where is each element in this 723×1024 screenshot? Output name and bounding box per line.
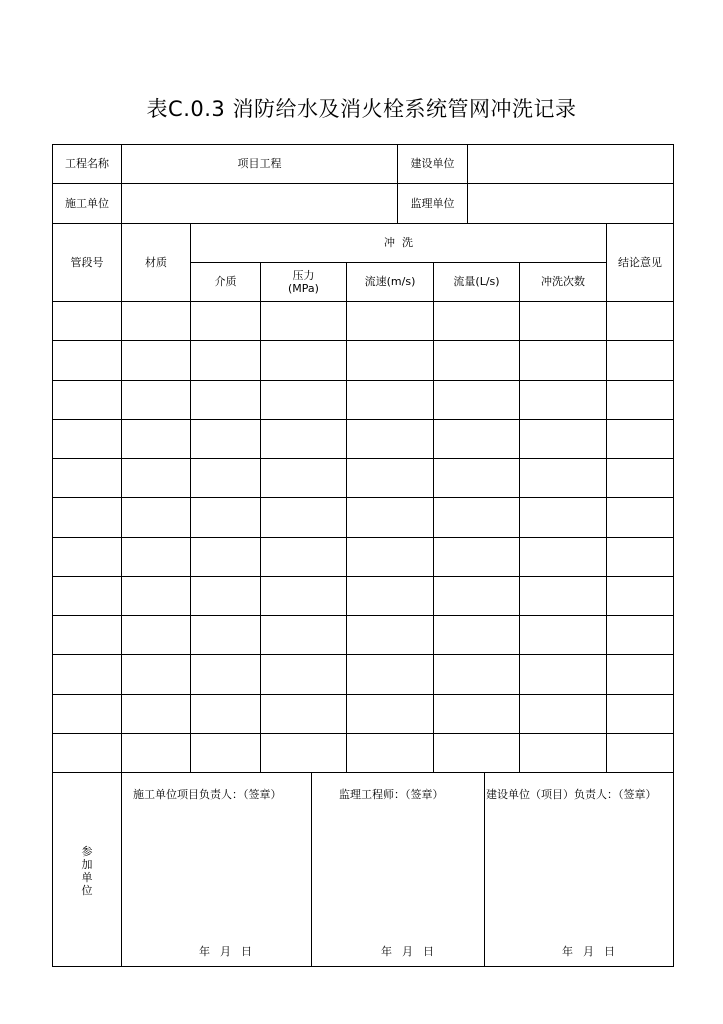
table-cell-conclusion[interactable] [607, 695, 673, 733]
table-cell-flush-times[interactable] [520, 695, 606, 733]
table-cell-pipe-segment[interactable] [54, 302, 121, 340]
table-cell-pipe-segment[interactable] [54, 381, 121, 419]
table-cell-pressure[interactable] [261, 538, 346, 576]
table-cell-pipe-segment[interactable] [54, 498, 121, 536]
table-cell-medium[interactable] [191, 655, 260, 693]
label-char: 位 [81, 884, 93, 897]
table-cell-medium[interactable] [191, 734, 260, 772]
table-cell-conclusion[interactable] [607, 420, 673, 458]
table-cell-pressure[interactable] [261, 302, 346, 340]
table-cell-velocity[interactable] [347, 695, 433, 733]
table-cell-medium[interactable] [191, 459, 260, 497]
table-cell-pressure[interactable] [261, 616, 346, 654]
builder-signoff-date: 年 月 日 [199, 945, 253, 958]
table-cell-pipe-segment[interactable] [54, 616, 121, 654]
table-cell-pressure[interactable] [261, 341, 346, 379]
builder-unit-label: 施工单位 [65, 196, 109, 210]
col-conclusion: 结论意见 [618, 255, 662, 269]
table-cell-velocity[interactable] [347, 577, 433, 615]
table-cell-conclusion[interactable] [607, 616, 673, 654]
table-cell-velocity[interactable] [347, 302, 433, 340]
col-group-flush: 冲 洗 [384, 236, 413, 250]
table-cell-flush-times[interactable] [520, 341, 606, 379]
construction-unit-label: 建设单位 [410, 157, 455, 171]
table-cell-velocity[interactable] [347, 498, 433, 536]
col-pressure [261, 263, 346, 301]
table-cell-flow[interactable] [434, 498, 519, 536]
table-cell-material[interactable] [122, 302, 190, 340]
table-cell-medium[interactable] [191, 381, 260, 419]
table-cell-medium[interactable] [191, 498, 260, 536]
table-cell-material[interactable] [122, 655, 190, 693]
table-cell-flush-times[interactable] [520, 577, 606, 615]
col-pressure-unit: (MPa) [288, 282, 319, 295]
table-cell-flow[interactable] [434, 459, 519, 497]
table-cell-flush-times[interactable] [520, 459, 606, 497]
table-cell-conclusion[interactable] [607, 655, 673, 693]
table-cell-material[interactable] [122, 459, 190, 497]
table-cell-flow[interactable] [434, 341, 519, 379]
table-cell-pressure[interactable] [261, 734, 346, 772]
table-cell-flush-times[interactable] [520, 734, 606, 772]
table-cell-flow[interactable] [434, 577, 519, 615]
table-cell-medium[interactable] [191, 420, 260, 458]
table-cell-conclusion[interactable] [607, 459, 673, 497]
flush-record-form [52, 144, 674, 967]
owner-signoff-label: 建设单位（项目）负责人：（签章） [486, 788, 657, 801]
owner-signoff-date: 年 月 日 [562, 945, 616, 958]
construction-unit-field[interactable] [468, 145, 673, 183]
table-cell-flow[interactable] [434, 616, 519, 654]
table-cell-medium[interactable] [191, 616, 260, 654]
supervision-unit-label: 监理单位 [410, 196, 455, 210]
table-cell-velocity[interactable] [347, 538, 433, 576]
supervisor-signoff-label: 监理工程师：（签章） [339, 788, 444, 801]
table-cell-flow[interactable] [434, 381, 519, 419]
table-cell-material[interactable] [122, 538, 190, 576]
project-name-label: 工程名称 [65, 157, 109, 171]
table-cell-flush-times[interactable] [520, 302, 606, 340]
table-cell-conclusion[interactable] [607, 341, 673, 379]
table-cell-flush-times[interactable] [520, 538, 606, 576]
table-cell-pressure[interactable] [261, 498, 346, 536]
table-cell-pressure[interactable] [261, 420, 346, 458]
table-cell-conclusion[interactable] [607, 538, 673, 576]
col-flow: 流量(L/s) [453, 275, 500, 289]
table-cell-material[interactable] [122, 616, 190, 654]
table-cell-flush-times[interactable] [520, 498, 606, 536]
builder-unit-field[interactable] [122, 184, 397, 223]
table-cell-material[interactable] [122, 734, 190, 772]
table-cell-pipe-segment[interactable] [54, 459, 121, 497]
table-cell-pipe-segment[interactable] [54, 577, 121, 615]
label-char: 参 [81, 845, 93, 858]
supervision-unit-field[interactable] [468, 184, 673, 223]
col-medium: 介质 [214, 275, 237, 289]
col-velocity: 流速(m/s) [364, 275, 416, 289]
table-cell-pipe-segment[interactable] [54, 341, 121, 379]
supervisor-signoff-date: 年 月 日 [381, 945, 435, 958]
col-material: 材质 [145, 255, 167, 269]
page-title: 表C.0.3 消防给水及消火栓系统管网冲洗记录 [146, 97, 577, 121]
table-cell-velocity[interactable] [347, 420, 433, 458]
table-cell-pressure[interactable] [261, 695, 346, 733]
table-cell-velocity[interactable] [347, 734, 433, 772]
table-cell-medium[interactable] [191, 302, 260, 340]
table-cell-pipe-segment[interactable] [54, 695, 121, 733]
table-cell-velocity[interactable] [347, 381, 433, 419]
table-cell-velocity[interactable] [347, 655, 433, 693]
table-cell-conclusion[interactable] [607, 381, 673, 419]
table-cell-flow[interactable] [434, 420, 519, 458]
table-cell-pressure[interactable] [261, 381, 346, 419]
table-cell-flush-times[interactable] [520, 420, 606, 458]
builder-signoff-label: 施工单位项目负责人：（签章） [133, 788, 282, 801]
table-cell-flow[interactable] [434, 734, 519, 772]
table-cell-material[interactable] [122, 341, 190, 379]
project-name-value[interactable]: 项目工程 [237, 157, 282, 171]
table-cell-medium[interactable] [191, 341, 260, 379]
table-cell-medium[interactable] [191, 695, 260, 733]
table-cell-material[interactable] [122, 498, 190, 536]
label-char: 加 [81, 858, 93, 871]
col-pipe-segment: 管段号 [70, 255, 104, 269]
table-cell-flush-times[interactable] [520, 616, 606, 654]
table-cell-flow[interactable] [434, 538, 519, 576]
table-cell-flow[interactable] [434, 695, 519, 733]
table-cell-pressure[interactable] [261, 459, 346, 497]
table-cell-material[interactable] [122, 695, 190, 733]
table-cell-material[interactable] [122, 577, 190, 615]
table-cell-flush-times[interactable] [520, 381, 606, 419]
table-cell-pipe-segment[interactable] [54, 734, 121, 772]
table-cell-velocity[interactable] [347, 459, 433, 497]
label-char: 单 [81, 871, 93, 884]
table-cell-conclusion[interactable] [607, 734, 673, 772]
table-cell-medium[interactable] [191, 577, 260, 615]
table-cell-conclusion[interactable] [607, 577, 673, 615]
table-cell-flow[interactable] [434, 302, 519, 340]
table-cell-material[interactable] [122, 420, 190, 458]
participating-units-label [80, 845, 94, 897]
table-cell-pipe-segment[interactable] [54, 655, 121, 693]
table-cell-medium[interactable] [191, 538, 260, 576]
table-cell-velocity[interactable] [347, 341, 433, 379]
table-cell-flow[interactable] [434, 655, 519, 693]
table-cell-pressure[interactable] [261, 655, 346, 693]
col-flush-times: 冲洗次数 [541, 275, 585, 289]
table-cell-pipe-segment[interactable] [54, 538, 121, 576]
table-cell-conclusion[interactable] [607, 302, 673, 340]
table-cell-velocity[interactable] [347, 616, 433, 654]
table-cell-pipe-segment[interactable] [54, 420, 121, 458]
table-cell-pressure[interactable] [261, 577, 346, 615]
col-pressure-label: 压力 [292, 268, 315, 282]
table-cell-flush-times[interactable] [520, 655, 606, 693]
table-cell-conclusion[interactable] [607, 498, 673, 536]
table-cell-material[interactable] [122, 381, 190, 419]
